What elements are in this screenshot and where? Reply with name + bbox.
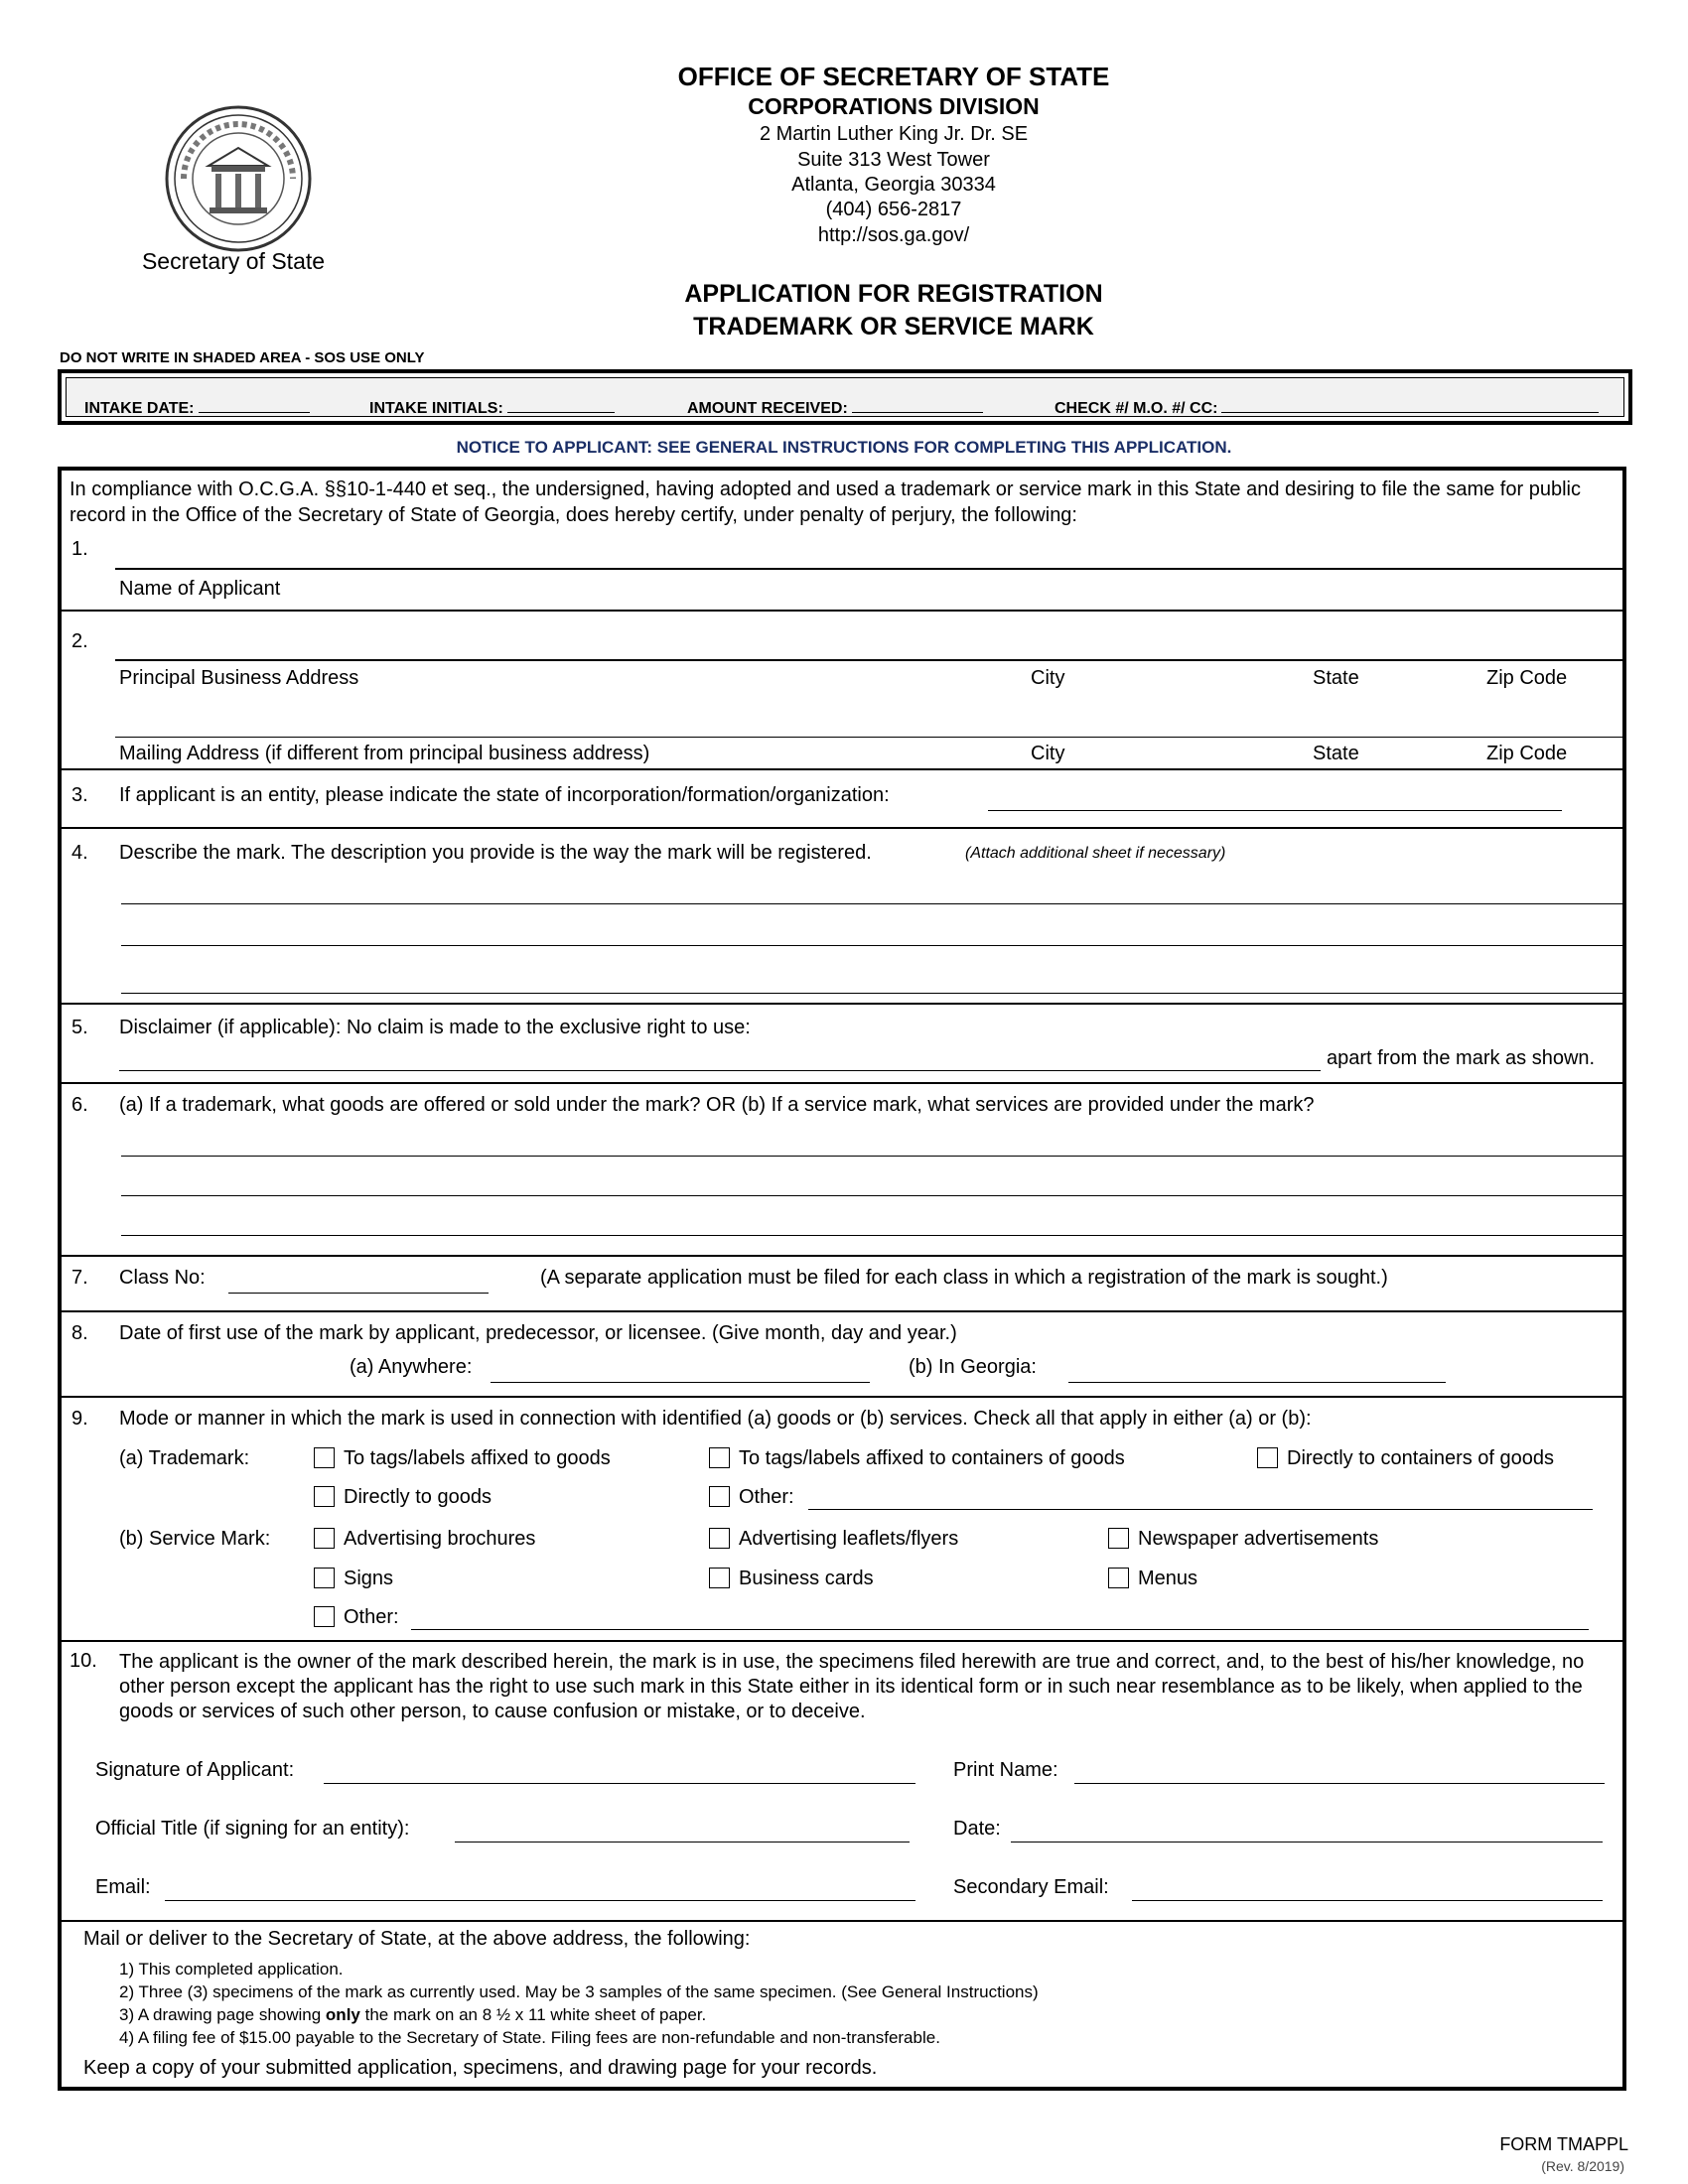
disclaimer-input[interactable] xyxy=(119,1070,1321,1071)
mail-item-2: 2) Three (3) specimens of the mark as currently used. May be 3 samples of the same specimen. (See General Instructions) xyxy=(119,1982,1039,2001)
mailing-zip-label: Zip Code xyxy=(1486,743,1568,764)
item-7-number: 7. xyxy=(71,1267,88,1289)
item-3-number: 3. xyxy=(71,784,88,806)
certification-text: The applicant is the owner of the mark described herein, the mark is in use, the specimens filed herewith are true and correct, and, to the best of his/her knowledge, no other person except the applicant has the right to use such mark in this State either in its identical form or in such near resemblance as to be likely, when applied to the goods or services of such other person, to cause confusion or mistake, or to deceive. xyxy=(119,1651,1585,1722)
item-5-number: 5. xyxy=(71,1017,88,1038)
sm-other-input[interactable] xyxy=(411,1629,1589,1630)
tm-tags-containers-checkbox[interactable] xyxy=(709,1447,730,1468)
sm-signs-checkbox[interactable] xyxy=(314,1568,335,1588)
intro-text: In compliance with O.C.G.A. §§10-1-440 et seq., the undersigned, having adopted and used a trademark or service mark in this State and desiring to file the same for public record in the Office of the Secretary of State of Georgia, does hereby certify, under penalty of perjury, the following: xyxy=(70,478,1581,526)
city-label: City xyxy=(1031,667,1065,689)
divider xyxy=(62,1396,1624,1398)
secondary-email-input[interactable] xyxy=(1132,1900,1603,1901)
tm-other-label: Other: xyxy=(739,1486,794,1508)
sm-brochures-checkbox[interactable] xyxy=(314,1528,335,1549)
email-input[interactable] xyxy=(165,1900,915,1901)
service-mark-label: (b) Service Mark: xyxy=(119,1528,271,1550)
principal-address-label: Principal Business Address xyxy=(119,667,359,689)
item-2-number: 2. xyxy=(71,630,88,652)
official-title-label: Official Title (if signing for an entity): xyxy=(95,1818,410,1840)
item-6-number: 6. xyxy=(71,1094,88,1116)
goods-services-label: (a) If a trademark, what goods are offered or sold under the mark? OR (b) If a service mark, what services are provided under the mark? xyxy=(119,1094,1315,1116)
sm-newspaper-checkbox[interactable] xyxy=(1108,1528,1129,1549)
goods-line-3[interactable] xyxy=(121,1235,1624,1236)
tm-other-input[interactable] xyxy=(808,1509,1593,1510)
class-note: (A separate application must be filed for each class in which a registration of the mark is sought.) xyxy=(540,1267,1388,1289)
tm-tags-goods-checkbox[interactable] xyxy=(314,1447,335,1468)
sm-brochures-label: Advertising brochures xyxy=(344,1528,536,1550)
name-of-applicant-label: Name of Applicant xyxy=(119,578,281,600)
seal-caption: Secretary of State xyxy=(141,248,326,274)
anywhere-label: (a) Anywhere: xyxy=(350,1356,473,1378)
principal-address-input[interactable] xyxy=(115,659,1624,661)
class-no-label: Class No: xyxy=(119,1267,206,1289)
sm-newspaper-label: Newspaper advertisements xyxy=(1138,1528,1379,1550)
class-no-input[interactable] xyxy=(228,1293,489,1294)
state-label: State xyxy=(1313,667,1359,689)
print-name-label: Print Name: xyxy=(953,1759,1058,1781)
print-name-input[interactable] xyxy=(1074,1783,1605,1784)
mail-item-1: 1) This completed application. xyxy=(119,1960,344,1979)
description-line-1[interactable] xyxy=(121,903,1624,904)
signature-label: Signature of Applicant: xyxy=(95,1759,295,1781)
mailing-address-label: Mailing Address (if different from principal business address) xyxy=(119,743,650,764)
disclaimer-label: Disclaimer (if applicable): No claim is made to the exclusive right to use: xyxy=(119,1017,751,1038)
form-number: FORM TMAPPL xyxy=(1499,2134,1628,2154)
sm-menus-checkbox[interactable] xyxy=(1108,1568,1129,1588)
describe-mark-label: Describe the mark. The description you provide is the way the mark will be registered. xyxy=(119,842,872,864)
form-title-line-1: APPLICATION FOR REGISTRATION xyxy=(684,280,1103,308)
address-line-2: Suite 313 West Tower xyxy=(797,149,990,171)
keep-copy-note: Keep a copy of your submitted application, specimens, and drawing page for your records. xyxy=(83,2057,878,2079)
intake-initials-field: INTAKE INITIALS: xyxy=(369,398,615,418)
intake-box xyxy=(58,369,1632,425)
divider xyxy=(62,1640,1624,1642)
sm-business-cards-checkbox[interactable] xyxy=(709,1568,730,1588)
apart-from-mark-label: apart from the mark as shown. xyxy=(1327,1047,1596,1069)
divider xyxy=(62,1255,1624,1257)
divider xyxy=(62,1920,1624,1922)
tm-direct-goods-checkbox[interactable] xyxy=(314,1486,335,1507)
tm-tags-containers-label: To tags/labels affixed to containers of goods xyxy=(739,1447,1125,1469)
georgia-state-seal xyxy=(164,104,313,253)
sm-other-label: Other: xyxy=(344,1606,399,1628)
date-input[interactable] xyxy=(1011,1842,1603,1843)
mailing-address-input[interactable] xyxy=(115,737,1624,738)
notice-to-applicant: NOTICE TO APPLICANT: SEE GENERAL INSTRUCTIONS FOR COMPLETING THIS APPLICATION. xyxy=(456,438,1232,457)
mailing-city-label: City xyxy=(1031,743,1065,764)
office-title: OFFICE OF SECRETARY OF STATE xyxy=(677,62,1110,91)
tm-direct-goods-label: Directly to goods xyxy=(344,1486,492,1508)
tm-tags-goods-label: To tags/labels affixed to goods xyxy=(344,1447,611,1469)
sm-menus-label: Menus xyxy=(1138,1568,1198,1589)
signature-input[interactable] xyxy=(324,1783,915,1784)
item-10-number: 10. xyxy=(70,1650,97,1672)
sm-signs-label: Signs xyxy=(344,1568,394,1589)
in-georgia-label: (b) In Georgia: xyxy=(909,1356,1037,1378)
division-title: CORPORATIONS DIVISION xyxy=(748,93,1040,119)
item-4-number: 4. xyxy=(71,842,88,864)
tm-direct-containers-label: Directly to containers of goods xyxy=(1287,1447,1555,1469)
mail-item-4: 4) A filing fee of $15.00 payable to the Secretary of State. Filing fees are non-refundable and non-transferable. xyxy=(119,2028,940,2047)
divider xyxy=(62,1310,1624,1312)
address-line-3: Atlanta, Georgia 30334 xyxy=(791,174,996,196)
website-link[interactable]: http://sos.ga.gov/ xyxy=(817,224,970,246)
form-title-line-2: TRADEMARK OR SERVICE MARK xyxy=(693,313,1094,341)
divider xyxy=(62,610,1624,612)
item-8-number: 8. xyxy=(71,1322,88,1344)
email-label: Email: xyxy=(95,1876,151,1898)
first-use-label: Date of first use of the mark by applicant, predecessor, or licensee. (Give month, day and year.) xyxy=(119,1322,957,1344)
entity-state-label: If applicant is an entity, please indicate the state of incorporation/formation/organization: xyxy=(119,784,890,806)
mailing-state-label: State xyxy=(1313,743,1359,764)
name-of-applicant-input[interactable] xyxy=(115,568,1624,570)
secondary-email-label: Secondary Email: xyxy=(953,1876,1109,1898)
tm-direct-containers-checkbox[interactable] xyxy=(1257,1447,1278,1468)
revision-date: (Rev. 8/2019) xyxy=(1541,2158,1624,2174)
mail-instructions: Mail or deliver to the Secretary of State, at the above address, the following: xyxy=(83,1928,751,1950)
sm-leaflets-checkbox[interactable] xyxy=(709,1528,730,1549)
divider xyxy=(62,768,1624,770)
mail-item-3: 3) A drawing page showing only the mark on an 8 ½ x 11 white sheet of paper. xyxy=(119,2005,707,2024)
item-1-number: 1. xyxy=(71,538,88,560)
item-9-number: 9. xyxy=(71,1408,88,1430)
intake-date-field: INTAKE DATE: xyxy=(84,398,310,418)
description-line-3[interactable] xyxy=(121,993,1624,994)
anywhere-date-input[interactable] xyxy=(491,1382,870,1383)
entity-state-input[interactable] xyxy=(988,810,1562,811)
trademark-label: (a) Trademark: xyxy=(119,1447,250,1469)
mode-of-use-label: Mode or manner in which the mark is used in connection with identified (a) goods or (b) services. Check all that apply in either (a) or (b): xyxy=(119,1408,1312,1430)
divider xyxy=(62,827,1624,829)
sm-business-cards-label: Business cards xyxy=(739,1568,874,1589)
goods-line-2[interactable] xyxy=(121,1195,1624,1196)
address-line-1: 2 Martin Luther King Jr. Dr. SE xyxy=(759,123,1029,145)
goods-line-1[interactable] xyxy=(121,1156,1624,1157)
sm-other-checkbox[interactable] xyxy=(314,1606,335,1627)
description-line-2[interactable] xyxy=(121,945,1624,946)
tm-other-checkbox[interactable] xyxy=(709,1486,730,1507)
date-label: Date: xyxy=(953,1818,1001,1840)
official-title-input[interactable] xyxy=(455,1842,910,1843)
shaded-area-warning: DO NOT WRITE IN SHADED AREA - SOS USE ONLY xyxy=(60,349,425,366)
georgia-date-input[interactable] xyxy=(1068,1382,1446,1383)
sm-leaflets-label: Advertising leaflets/flyers xyxy=(739,1528,959,1550)
amount-received-field: AMOUNT RECEIVED: xyxy=(687,398,983,418)
phone: (404) 656-2817 xyxy=(825,199,962,220)
attach-sheet-note: (Attach additional sheet if necessary) xyxy=(965,845,1226,862)
divider xyxy=(62,1082,1624,1084)
check-mo-cc-field: CHECK #/ M.O. #/ CC: xyxy=(1055,398,1599,418)
zip-label: Zip Code xyxy=(1486,667,1568,689)
divider xyxy=(62,1003,1624,1005)
